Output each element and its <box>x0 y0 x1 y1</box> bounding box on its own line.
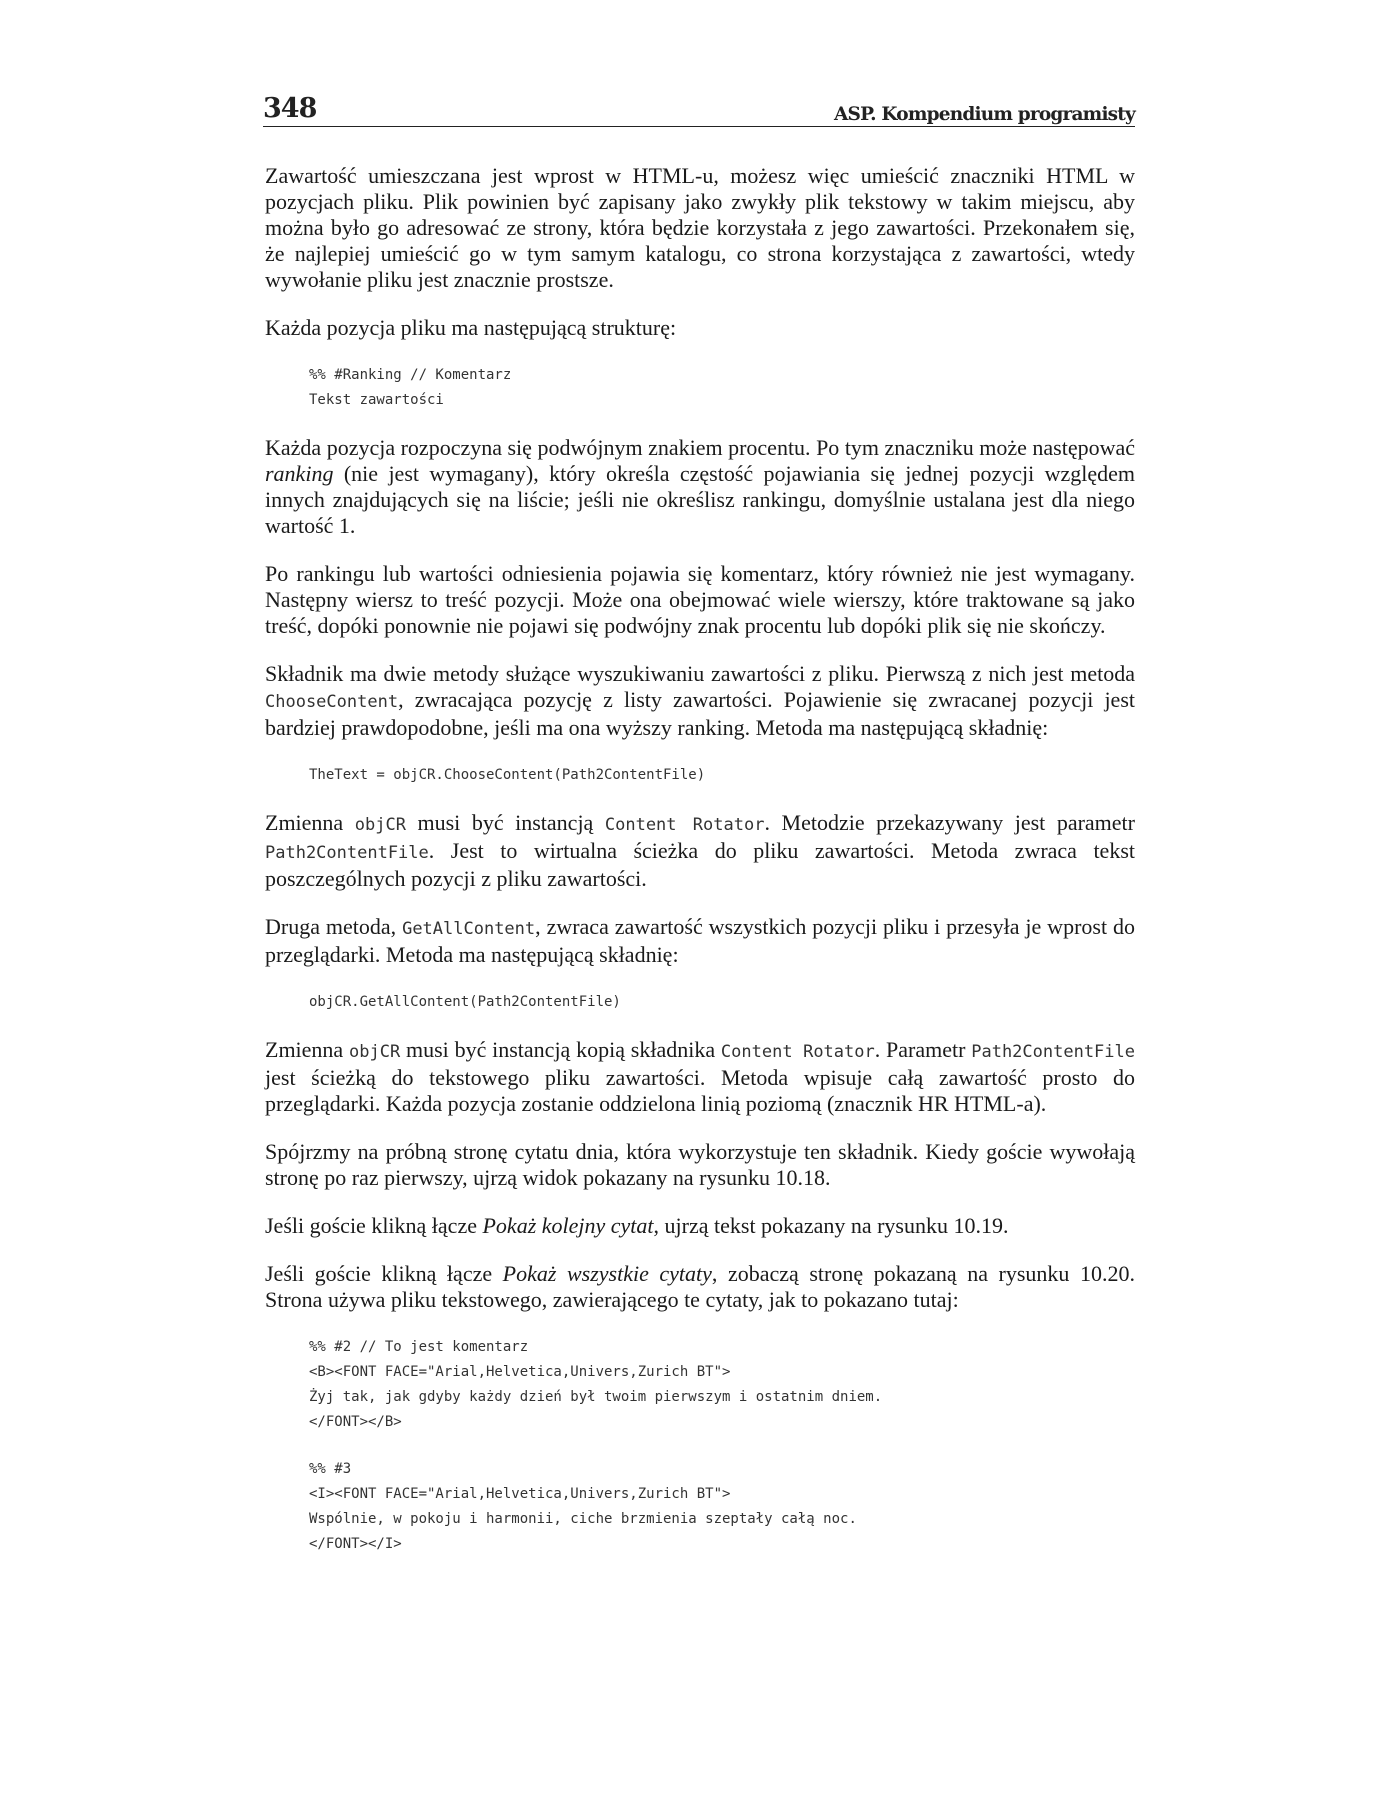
text-run: , zwracająca pozycję z listy zawartości. Pojawienie się zwracanej pozycji jest bardziej prawdopodobne, jeśli ma ona wyższy ranking. Metoda ma następującą składnię: <box>265 687 1135 740</box>
code-block-choosecontent <box>309 763 1135 788</box>
code-line: </FONT></B> <box>309 1414 402 1430</box>
paragraph-9: Spójrzmy na próbną stronę cytatu dnia, która wykorzystuje ten składnik. Kiedy goście wywołają stronę po raz pierwszy, ujrzą widok pokazany na rysunku 10.18. <box>265 1139 1135 1190</box>
code-line: %% #Ranking // Komentarz <box>309 367 512 383</box>
text-run: , ujrzą tekst pokazany na rysunku 10.19. <box>653 1213 1009 1238</box>
page-number: 348 <box>263 93 317 124</box>
paragraph-1: Zawartość umieszczana jest wprost w HTML-u, możesz więc umieścić znaczniki HTML w pozycjach pliku. Plik powinien być zapisany jako zwykły plik tekstowy w takim miejscu, aby można było go adresować ze strony, która będzie korzystała z jego zawartości. Przekonałem się, że najlepiej umieścić go w tym samym katalogu, co strona korzystająca z zawartości, wtedy wywołanie pliku jest znacznie prostsze. <box>265 163 1135 292</box>
paragraph-8 <box>265 1037 1135 1117</box>
paragraph-4: Po rankingu lub wartości odniesienia pojawia się komentarz, który również nie jest wymagany. Następny wiersz to treść pozycji. Może ona obejmować wiele wierszy, które traktowane są jako treść, dopóki ponownie nie pojawi się podwójny znak procentu lub dopóki plik się nie skończy. <box>265 561 1135 638</box>
inline-code: objCR <box>349 1042 401 1062</box>
inline-code: Content Rotator <box>604 815 765 835</box>
paragraph-2: Każda pozycja pliku ma następującą strukturę: <box>265 315 677 340</box>
text-run: . Metodzie przekazywany jest parametr <box>764 810 1135 835</box>
text-run: musi być instancją kopią składnika <box>400 1037 721 1062</box>
emphasis-ranking: ranking <box>265 461 334 486</box>
inline-code: GetAllContent <box>402 919 536 939</box>
emphasis-link-name: Pokaż wszystkie cytaty <box>502 1261 712 1286</box>
code-line: <B><FONT FACE="Arial,Helvetica,Univers,Zurich BT"> <box>309 1364 731 1380</box>
emphasis-link-name: Pokaż kolejny cytat <box>482 1213 654 1238</box>
paragraph-11 <box>265 1261 1135 1313</box>
code-line: Tekst zawartości <box>309 392 444 408</box>
page-header <box>263 92 1135 127</box>
code-line: TheText = objCR.ChooseContent(Path2ContentFile) <box>309 767 706 783</box>
text-run: musi być instancją <box>405 810 605 835</box>
text-run: Jeśli goście klikną łącze <box>265 1261 503 1286</box>
text-run: Zmienna <box>265 810 355 835</box>
page-body <box>265 163 1135 1579</box>
text-run: Każda pozycja rozpoczyna się podwójnym znakiem procentu. Po tym znaczniku może następować <box>265 435 1135 460</box>
paragraph-5 <box>265 661 1135 741</box>
paragraph-3 <box>265 435 1135 539</box>
inline-code: Path2ContentFile <box>265 843 429 863</box>
text-run: Jeśli goście klikną łącze <box>265 1213 483 1238</box>
inline-code: Content Rotator <box>720 1042 875 1062</box>
code-line: Wspólnie, w pokoju i harmonii, ciche brzmienia szeptały całą noc. <box>309 1511 857 1527</box>
code-line: <I><FONT FACE="Arial,Helvetica,Univers,Zurich BT"> <box>309 1486 731 1502</box>
code-line: </FONT></I> <box>309 1536 402 1552</box>
inline-code: ChooseContent <box>265 692 399 712</box>
code-block-structure <box>309 363 1135 413</box>
paragraph-10 <box>265 1213 1135 1239</box>
text-run: (nie jest wymagany), który określa częstość pojawiania się jednej pozycji względem innych znajdujących się na liście; jeśli nie określisz rankingu, domyślnie ustalana jest dla niego wartość 1. <box>265 461 1135 538</box>
code-line: objCR.GetAllContent(Path2ContentFile) <box>309 994 621 1010</box>
code-line: Żyj tak, jak gdyby każdy dzień był twoim pierwszym i ostatnim dniem. <box>309 1389 883 1405</box>
code-line: %% #3 <box>309 1461 352 1477</box>
paragraph-7 <box>265 914 1135 968</box>
code-block-quote-2 <box>309 1335 1135 1435</box>
paragraph-6 <box>265 810 1135 892</box>
inline-code: Path2ContentFile <box>971 1042 1135 1062</box>
code-line: %% #2 // To jest komentarz <box>309 1339 529 1355</box>
inline-code: objCR <box>354 815 406 835</box>
code-block-getallcontent <box>309 990 1135 1015</box>
running-title: ASP. Kompendium programisty <box>833 104 1135 125</box>
text-run: Zmienna <box>265 1037 349 1062</box>
text-run: , zobaczą stronę pokazaną na rysunku 10.20. Strona używa pliku tekstowego, zawierającego te cytaty, jak to pokazano tutaj: <box>265 1261 1135 1312</box>
text-run: . Jest to wirtualna ścieżka do pliku zawartości. Metoda zwraca tekst poszczególnych pozycji z pliku zawartości. <box>265 838 1135 891</box>
code-block-quote-3 <box>309 1457 1135 1557</box>
text-run: , zwraca zawartość wszystkich pozycji pliku i przesyła je wprost do przeglądarki. Metoda ma następującą składnię: <box>265 914 1135 967</box>
text-run: jest ścieżką do tekstowego pliku zawartości. Metoda wpisuje całą zawartość prosto do przeglądarki. Każda pozycja zostanie oddzielona linią poziomą (znacznik HR HTML-a). <box>265 1065 1135 1116</box>
text-run: Składnik ma dwie metody służące wyszukiwaniu zawartości z pliku. Pierwszą z nich jest metoda <box>265 661 1135 686</box>
text-run: Druga metoda, <box>265 914 403 939</box>
text-run: . Parametr <box>874 1037 972 1062</box>
